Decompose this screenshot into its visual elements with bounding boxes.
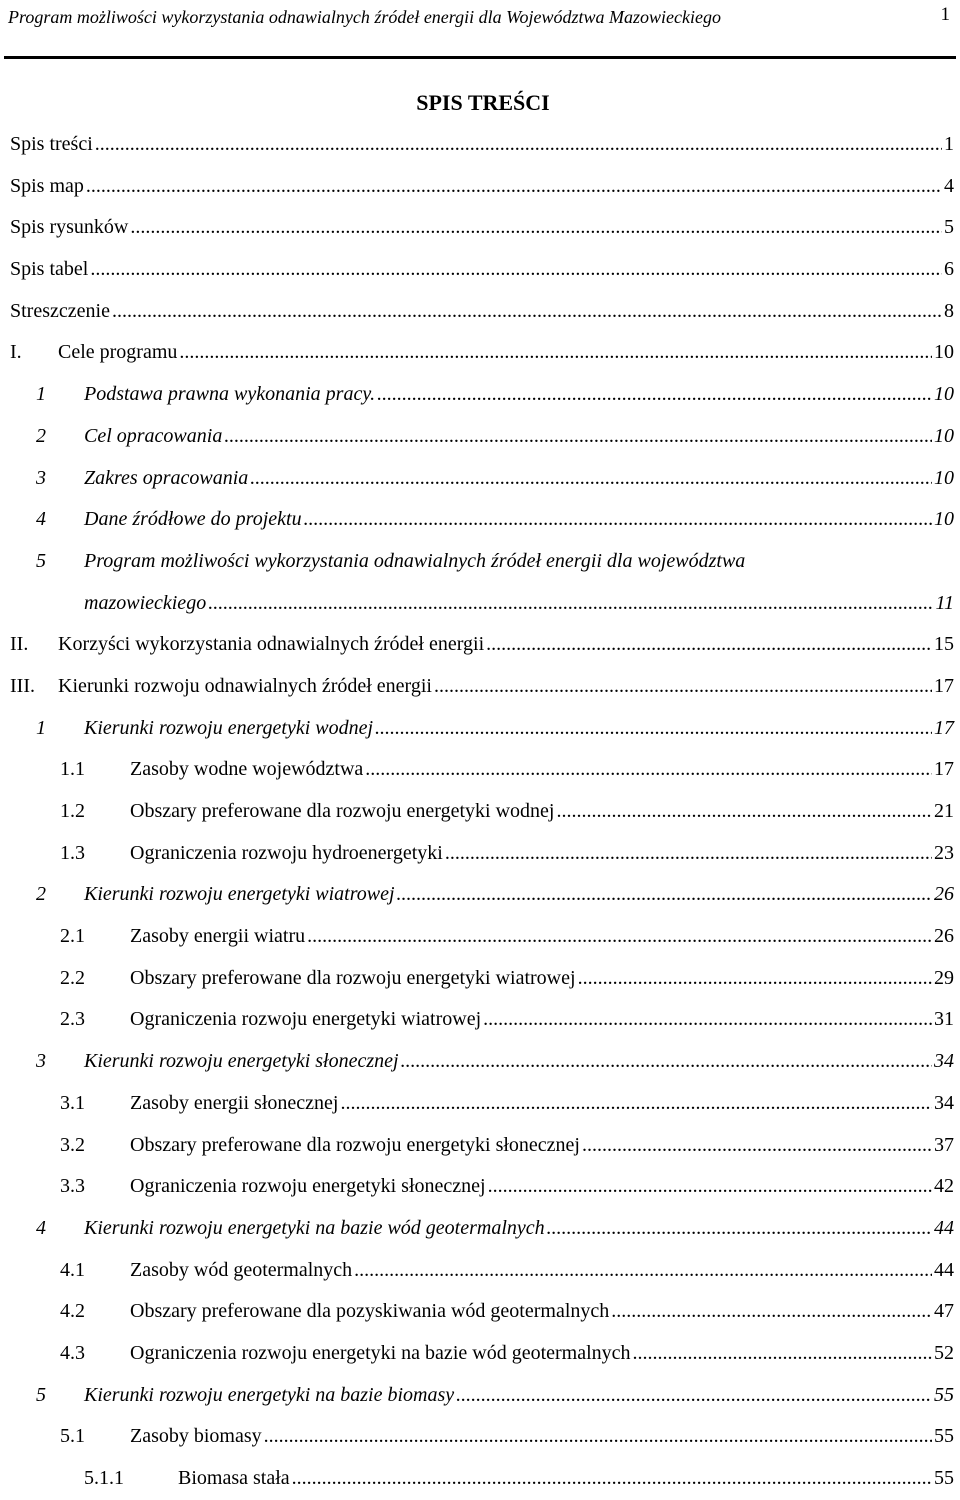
toc-entry-number: 2.2 (60, 966, 85, 989)
toc-entry-number: 4 (36, 1216, 46, 1239)
toc-entry-number: 2 (36, 424, 46, 447)
toc-entry[interactable]: 5.1 Zasoby biomasy ..... 55 (10, 1416, 954, 1458)
toc-entry-number: I. (10, 341, 22, 364)
toc-entry[interactable]: 2.3 Ograniczenia rozwoju energetyki wiatrowej ..... 31 (10, 999, 954, 1041)
toc-entry-number: 3 (36, 1050, 46, 1073)
toc-entry[interactable]: 5 Kierunki rozwoju energetyki na bazie biomasy ..... 55 (10, 1375, 954, 1417)
toc-entry[interactable]: 4 Kierunki rozwoju energetyki na bazie wód geotermalnych ..... 44 (10, 1208, 954, 1250)
toc-entry[interactable]: Spis map ..... 4 (10, 166, 954, 208)
toc-entry-number: 2.3 (60, 1008, 85, 1031)
toc-entry[interactable]: 2.2 Obszary preferowane dla rozwoju energetyki wiatrowej ..... 29 (10, 958, 954, 1000)
toc-entry-number: 5.1 (60, 1425, 85, 1448)
page-header (8, 4, 952, 34)
toc-entry-number: II. (10, 633, 29, 656)
toc-entry[interactable]: 3.3 Ograniczenia rozwoju energetyki słonecznej ..... 42 (10, 1166, 954, 1208)
toc-entry[interactable]: 3.1 Zasoby energii słonecznej ..... 34 (10, 1083, 954, 1125)
toc-entry[interactable]: Spis rysunków ..... 5 (10, 207, 954, 249)
toc-entry-number: 3.3 (60, 1175, 85, 1198)
toc-entry-number: 5 (36, 1383, 46, 1406)
toc-entry[interactable]: II. Korzyści wykorzystania odnawialnych źródeł energii ..... 15 (10, 624, 954, 666)
toc-entry-number: 1 (36, 383, 46, 406)
toc-entry[interactable]: 4.2 Obszary preferowane dla pozyskiwania wód geotermalnych ..... 47 (10, 1291, 954, 1333)
page-number: 1 (940, 4, 950, 25)
toc-entry[interactable]: 1 Kierunki rozwoju energetyki wodnej ..... 17 (10, 708, 954, 750)
toc-entry-number: 4.3 (60, 1341, 85, 1364)
toc-entry-number: 4 (36, 508, 46, 531)
toc-entry-continued[interactable]: mazowieckiego ..... 11 (10, 583, 954, 625)
toc-entry-number: 2.1 (60, 925, 85, 948)
toc-entry[interactable]: I. Cele programu ..... 10 (10, 332, 954, 374)
toc-entry-number: 3.2 (60, 1133, 85, 1156)
toc-entry[interactable]: 3.2 Obszary preferowane dla rozwoju energetyki słonecznej ..... 37 (10, 1125, 954, 1167)
toc-entry[interactable]: 2.1 Zasoby energii wiatru ..... 26 (10, 916, 954, 958)
toc-entry[interactable]: 3 Kierunki rozwoju energetyki słonecznej ..... 34 (10, 1041, 954, 1083)
toc-entry[interactable]: 1.1 Zasoby wodne województwa ..... 17 (10, 749, 954, 791)
toc-entry[interactable]: 1.2 Obszary preferowane dla rozwoju energetyki wodnej ..... 21 (10, 791, 954, 833)
toc-entry-number: 4.2 (60, 1300, 85, 1323)
toc-entry-number: 4.1 (60, 1258, 85, 1281)
toc-entry[interactable]: 5 Program możliwości wykorzystania odnawialnych źródeł energii dla województwa (10, 541, 954, 583)
toc-entry-number: 5.1.1 (84, 1467, 124, 1489)
toc-entry[interactable]: Streszczenie ..... 8 (10, 291, 954, 333)
toc-entry-number: 3 (36, 466, 46, 489)
toc-entry-number: III. (10, 674, 35, 697)
toc-heading: SPIS TREŚCI (416, 90, 550, 115)
toc-entry-number: 5 (36, 549, 46, 572)
toc-entry-number: 1.1 (60, 758, 85, 781)
toc-entry[interactable]: Spis treści ..... 1 (10, 124, 954, 166)
toc-entry[interactable]: 1 Podstawa prawna wykonania pracy. ..... 10 (10, 374, 954, 416)
toc-entry-number: 1.2 (60, 800, 85, 822)
toc-entry-number: 3.1 (60, 1091, 85, 1114)
toc-entry[interactable]: 4.1 Zasoby wód geotermalnych ..... 44 (10, 1250, 954, 1292)
toc-entry[interactable]: 1.3 Ograniczenia rozwoju hydroenergetyki ..... 23 (10, 833, 954, 875)
header-rule (4, 56, 956, 59)
toc-entry[interactable]: 2 Cel opracowania ..... 10 (10, 416, 954, 458)
toc-entry[interactable]: 2 Kierunki rozwoju energetyki wiatrowej ..... 26 (10, 874, 954, 916)
table-of-contents (10, 124, 954, 1500)
toc-entry[interactable]: 3 Zakres opracowania ..... 10 (10, 458, 954, 500)
toc-entry-number: 1.3 (60, 841, 85, 864)
toc-entry[interactable]: Spis tabel ..... 6 (10, 249, 954, 291)
toc-entry-number: 2 (36, 883, 46, 906)
toc-entry[interactable]: 4 Dane źródłowe do projektu ..... 10 (10, 499, 954, 541)
document-title: Program możliwości wykorzystania odnawialnych źródeł energii dla Województwa Mazowieckiego (8, 7, 721, 27)
toc-entry[interactable]: 5.1.1 Biomasa stała ..... 55 (10, 1458, 954, 1500)
toc-entry-number: 1 (36, 716, 46, 739)
toc-entry[interactable]: 4.3 Ograniczenia rozwoju energetyki na bazie wód geotermalnych ..... 52 (10, 1333, 954, 1375)
toc-entry[interactable]: III. Kierunki rozwoju odnawialnych źródeł energii ..... 17 (10, 666, 954, 708)
